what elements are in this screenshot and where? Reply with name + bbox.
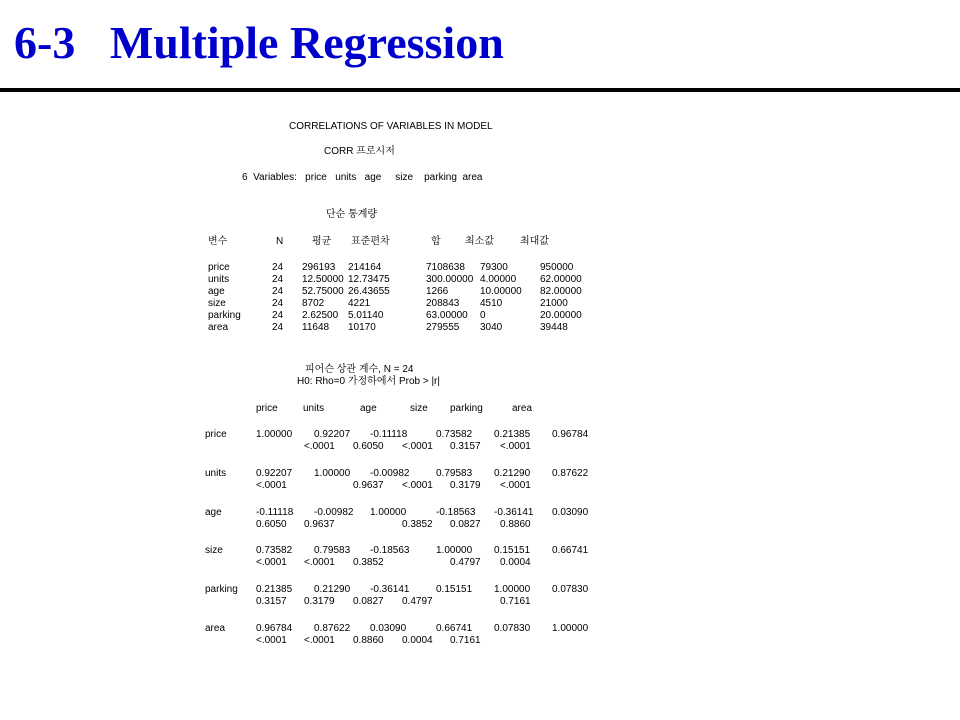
- corr-p-value: 0.3157: [450, 441, 481, 452]
- corr-coefficient: 0.92207: [256, 467, 293, 479]
- corr-p-value: 0.3852: [353, 557, 384, 569]
- corr-header-cell: area: [512, 403, 533, 414]
- corr-coefficient: 0.15151: [436, 584, 473, 596]
- stats-cell: units: [208, 274, 230, 285]
- stats-cell: 24: [272, 310, 284, 321]
- corr-coefficient: -0.36141: [494, 506, 534, 518]
- corr-coefficient: 1.00000: [494, 584, 531, 596]
- variables-line: 6 Variables: price units age size parking area: [242, 172, 483, 183]
- stats-cell: 1266: [426, 286, 449, 297]
- corr-coefficient: 1.00000: [314, 467, 351, 479]
- stats-cell: 296193: [302, 262, 336, 273]
- stats-header-cell: 최소값: [465, 236, 494, 247]
- stats-cell: 24: [272, 274, 284, 285]
- stats-cell: price: [208, 262, 230, 273]
- corr-coefficient: 0.03090: [370, 623, 407, 634]
- corr-row-label: units: [205, 467, 227, 479]
- stats-cell: 208843: [426, 298, 460, 309]
- stats-cell: 950000: [540, 262, 574, 273]
- corr-coefficient: -0.36141: [370, 584, 410, 596]
- title-divider: [0, 88, 960, 92]
- corr-coefficient: 0.07830: [494, 623, 531, 634]
- stats-cell: 2.62500: [302, 310, 339, 321]
- corr-coefficient: 0.66741: [552, 545, 589, 557]
- stats-header-cell: 최대값: [520, 236, 549, 247]
- output-heading: CORRELATIONS OF VARIABLES IN MODEL: [289, 121, 493, 132]
- corr-coefficient: -0.18563: [436, 506, 476, 518]
- stats-cell: 79300: [480, 262, 508, 273]
- stats-cell: age: [208, 286, 225, 297]
- stats-header-cell: 표준편차: [351, 236, 390, 247]
- corr-coefficient: 0.21290: [314, 584, 351, 596]
- corr-p-value: 0.6050: [256, 518, 287, 530]
- corr-coefficient: 0.87622: [552, 467, 589, 479]
- stats-cell: 5.01140: [348, 310, 384, 321]
- corr-p-value: <.0001: [402, 441, 433, 452]
- corr-p-value: <.0001: [256, 635, 287, 646]
- stats-cell: 0: [480, 310, 486, 321]
- corr-header-cell: size: [410, 403, 428, 414]
- corr-p-value: 0.4797: [402, 596, 433, 608]
- corr-coefficient: 0.87622: [314, 623, 351, 634]
- corr-p-value: <.0001: [304, 557, 335, 569]
- corr-coefficient: 1.00000: [552, 623, 589, 634]
- stats-cell: 12.73475: [348, 274, 390, 285]
- corr-coefficient: 0.73582: [436, 429, 473, 440]
- stats-cell: 82.00000: [540, 286, 582, 297]
- corr-p-value: <.0001: [402, 479, 433, 491]
- stats-cell: 10.00000: [480, 286, 522, 297]
- corr-p-value: 0.0827: [450, 518, 481, 530]
- corr-p-value: <.0001: [304, 635, 335, 646]
- corr-p-value: 0.6050: [353, 441, 384, 452]
- corr-coefficient: 0.15151: [494, 545, 531, 557]
- corr-coefficient: 0.79583: [314, 545, 351, 557]
- corr-p-value: 0.3157: [256, 596, 287, 608]
- corr-row-label: size: [205, 545, 223, 557]
- stats-cell: 4510: [480, 298, 503, 309]
- stats-cell: 26.43655: [348, 286, 390, 297]
- stats-cell: 24: [272, 322, 284, 333]
- stats-cell: 21000: [540, 298, 568, 309]
- corr-p-value: 0.7161: [450, 635, 481, 646]
- stats-header-cell: 합: [431, 236, 441, 247]
- stats-cell: 4221: [348, 298, 371, 309]
- corr-p-value: 0.9637: [304, 518, 335, 530]
- stats-cell: 10170: [348, 322, 376, 333]
- corr-p-value: 0.7161: [500, 596, 531, 608]
- procedure-name: CORR 프로시저: [324, 146, 395, 157]
- corr-p-value: 0.0827: [353, 596, 384, 608]
- corr-p-value: 0.0004: [500, 557, 531, 569]
- stats-cell: 8702: [302, 298, 325, 309]
- stats-cell: 7108638: [426, 262, 465, 273]
- corr-coefficient: 0.66741: [436, 623, 473, 634]
- stats-cell: 300.00000: [426, 274, 474, 285]
- stats-cell: 12.50000: [302, 274, 344, 285]
- corr-p-value: 0.0004: [402, 635, 433, 646]
- corr-row-label: area: [205, 623, 226, 634]
- corr-p-value: 0.4797: [450, 557, 481, 569]
- stats-cell: 63.00000: [426, 310, 468, 321]
- corr-coefficient: 0.03090: [552, 506, 589, 518]
- stats-cell: 20.00000: [540, 310, 582, 321]
- stats-cell: 52.75000: [302, 286, 344, 297]
- stats-cell: 214164: [348, 262, 382, 273]
- stats-cell: 24: [272, 262, 284, 273]
- corr-p-value: <.0001: [500, 441, 531, 452]
- corr-coefficient: 0.73582: [256, 545, 293, 557]
- stats-cell: 24: [272, 286, 284, 297]
- stats-cell: area: [208, 322, 229, 333]
- corr-coefficient: 1.00000: [256, 429, 293, 440]
- stats-header-cell: 평균: [312, 236, 332, 247]
- stats-cell: 39448: [540, 322, 568, 333]
- corr-row-label: price: [205, 429, 227, 440]
- corr-p-value: 0.8860: [353, 635, 384, 646]
- pearson-title: 피어슨 상관 계수, N = 24: [305, 364, 414, 375]
- stats-cell: 11648: [302, 322, 330, 333]
- corr-coefficient: -0.11118: [370, 429, 408, 440]
- stats-cell: parking: [208, 310, 241, 321]
- corr-coefficient: 0.21290: [494, 467, 531, 479]
- corr-coefficient: 0.07830: [552, 584, 589, 596]
- corr-coefficient: -0.18563: [370, 545, 410, 557]
- pearson-subtitle: H0: Rho=0 가정하에서 Prob > |r|: [297, 376, 440, 387]
- corr-p-value: 0.8860: [500, 518, 531, 530]
- corr-coefficient: -0.00982: [314, 506, 354, 518]
- stats-header-cell: N: [276, 236, 284, 247]
- corr-coefficient: 0.21385: [494, 429, 531, 440]
- corr-coefficient: 0.21385: [256, 584, 293, 596]
- corr-p-value: 0.9637: [353, 479, 384, 491]
- corr-header-cell: age: [360, 403, 377, 414]
- corr-coefficient: 1.00000: [370, 506, 407, 518]
- corr-coefficient: 0.96784: [256, 623, 293, 634]
- corr-header-cell: price: [256, 403, 278, 414]
- stats-cell: 62.00000: [540, 274, 582, 285]
- corr-coefficient: -0.00982: [370, 467, 410, 479]
- corr-p-value: <.0001: [256, 557, 287, 569]
- corr-coefficient: 0.79583: [436, 467, 473, 479]
- corr-header-cell: parking: [450, 403, 483, 414]
- corr-p-value: 0.3852: [402, 518, 433, 530]
- corr-p-value: <.0001: [256, 479, 287, 491]
- corr-p-value: <.0001: [500, 479, 531, 491]
- stats-cell: size: [208, 298, 226, 309]
- corr-coefficient: 1.00000: [436, 545, 473, 557]
- corr-coefficient: 0.96784: [552, 429, 589, 440]
- corr-coefficient: 0.92207: [314, 429, 351, 440]
- corr-row-label: parking: [205, 584, 238, 596]
- stats-cell: 24: [272, 298, 284, 309]
- corr-p-value: <.0001: [304, 441, 335, 452]
- slide-title: 6-3 Multiple Regression: [14, 17, 504, 68]
- stats-cell: 279555: [426, 322, 460, 333]
- corr-coefficient: -0.11118: [256, 506, 294, 518]
- corr-row-label: age: [205, 506, 222, 518]
- corr-header-cell: units: [303, 403, 325, 414]
- stats-header-cell: 변수: [208, 236, 228, 247]
- corr-p-value: 0.3179: [450, 479, 481, 491]
- simple-stats-title: 단순 통계량: [326, 209, 378, 220]
- stats-cell: 4.00000: [480, 274, 517, 285]
- corr-p-value: 0.3179: [304, 596, 335, 608]
- stats-cell: 3040: [480, 322, 503, 333]
